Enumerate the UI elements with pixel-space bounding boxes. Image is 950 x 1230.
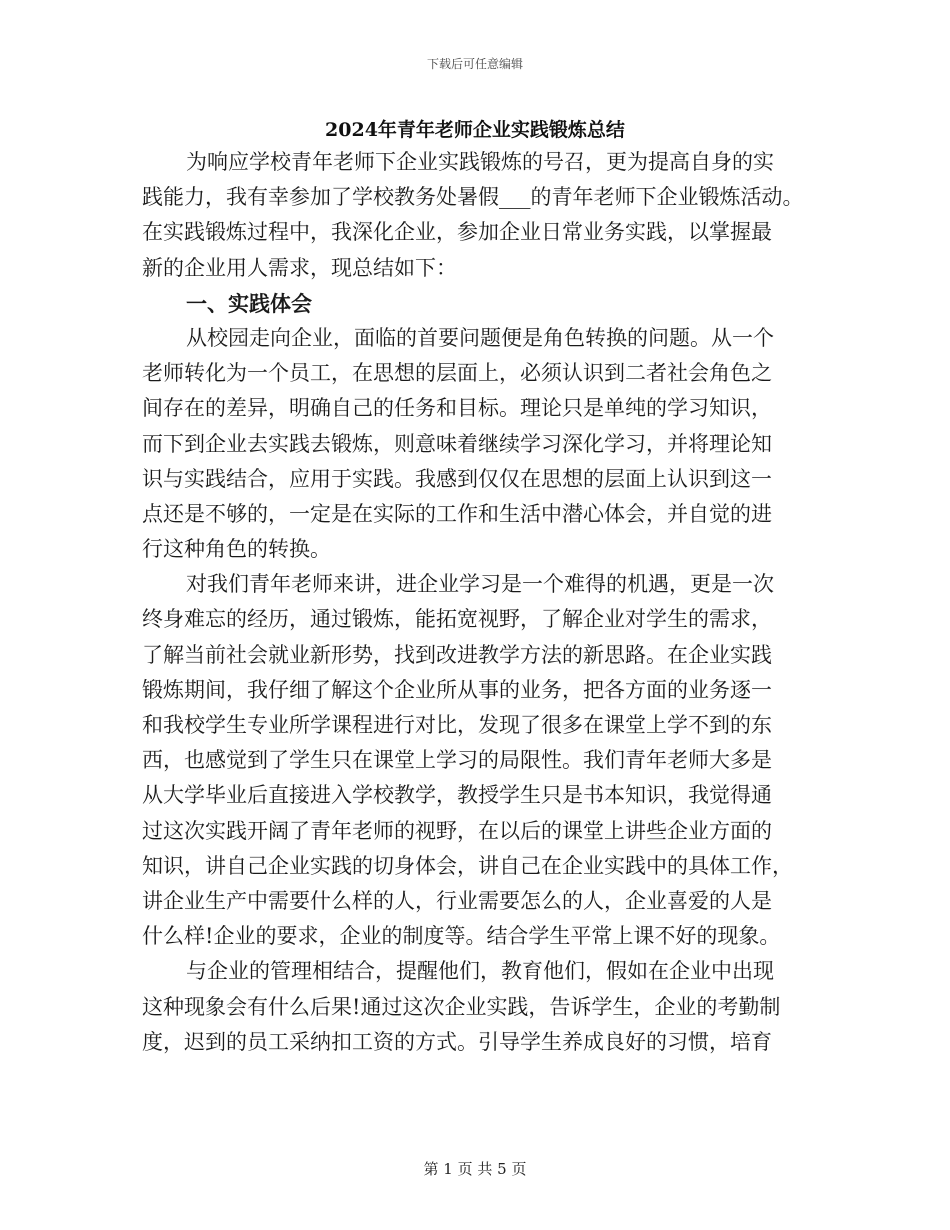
paragraph-line: 度，迟到的员工采纳扣工资的方式。引导学生养成良好的习惯，培育 — [142, 1029, 772, 1054]
paragraph-line: 行这种角色的转换。 — [142, 537, 331, 562]
paragraph-line: 锻炼期间，我仔细了解这个企业所从事的业务，把各方面的业务逐一 — [142, 677, 772, 702]
page-header-note: 下载后可任意编辑 — [426, 57, 523, 71]
paragraph-line: 了解当前社会就业新形势，找到改进教学方法的新思路。在企业实践 — [142, 642, 772, 667]
paragraph-line: 从大学毕业后直接进入学校教学，教授学生只是书本知识，我觉得通 — [142, 783, 772, 808]
paragraph-line: 从校园走向企业，面临的首要问题便是角色转换的问题。从一个 — [186, 325, 774, 350]
paragraph-line: 这种现象会有什么后果!通过这次企业实践，告诉学生，企业的考勤制 — [142, 994, 781, 1019]
paragraph-line: 老师转化为一个员工，在思想的层面上，必须认识到二者社会角色之 — [142, 361, 772, 386]
paragraph-line: 践能力，我有幸参加了学校教务处暑假___的青年老师下企业锻炼活动。 — [142, 185, 804, 210]
document-body — [142, 145, 802, 1060]
paragraph-line: 新的企业用人需求，现总结如下： — [142, 255, 457, 280]
paragraph-line: 对我们青年老师来讲，进企业学习是一个难得的机遇，更是一次 — [186, 572, 774, 597]
paragraph-line: 知识，讲自己企业实践的切身体会，讲自己在企业实践中的具体工作， — [142, 853, 793, 878]
paragraph-line: 讲企业生产中需要什么样的人，行业需要怎么的人，企业喜爱的人是 — [142, 888, 772, 913]
paragraph-line: 与企业的管理相结合，提醒他们，教育他们，假如在企业中出现 — [186, 959, 774, 984]
paragraph-line: 和我校学生专业所学课程进行对比，发现了很多在课堂上学不到的东 — [142, 713, 772, 737]
paragraph-line: 西，也感觉到了学生只在课堂上学习的局限性。我们青年老师大多是 — [142, 748, 772, 773]
paragraph-line: 为响应学校青年老师下企业实践锻炼的号召，更为提高自身的实 — [186, 150, 774, 174]
paragraph-line: 什么样!企业的要求，企业的制度等。结合学生平常上课不好的现象。 — [142, 924, 781, 949]
document-title: 2024年青年老师企业实践锻炼总结 — [325, 119, 625, 141]
paragraph-line: 过这次实践开阔了青年老师的视野，在以后的课堂上讲些企业方面的 — [142, 818, 772, 843]
paragraph-line: 间存在的差异，明确自己的任务和目标。理论只是单纯的学习知识， — [142, 396, 772, 421]
paragraph-line: 在实践锻炼过程中，我深化企业，参加企业日常业务实践，以掌握最 — [142, 220, 772, 245]
paragraph-line: 终身难忘的经历，通过锻炼，能拓宽视野，了解企业对学生的需求， — [142, 607, 772, 632]
section-heading: 一、实践体会 — [186, 290, 312, 316]
paragraph-line: 点还是不够的，一定是在实际的工作和生活中潜心体会，并自觉的进 — [142, 501, 772, 526]
paragraph-line: 而下到企业去实践去锻炼，则意味着继续学习深化学习，并将理论知 — [142, 431, 772, 456]
paragraph-line: 识与实践结合，应用于实践。我感到仅仅在思想的层面上认识到这一 — [142, 466, 772, 491]
page-number-footer: 第 1 页 共 5 页 — [423, 1160, 527, 1178]
